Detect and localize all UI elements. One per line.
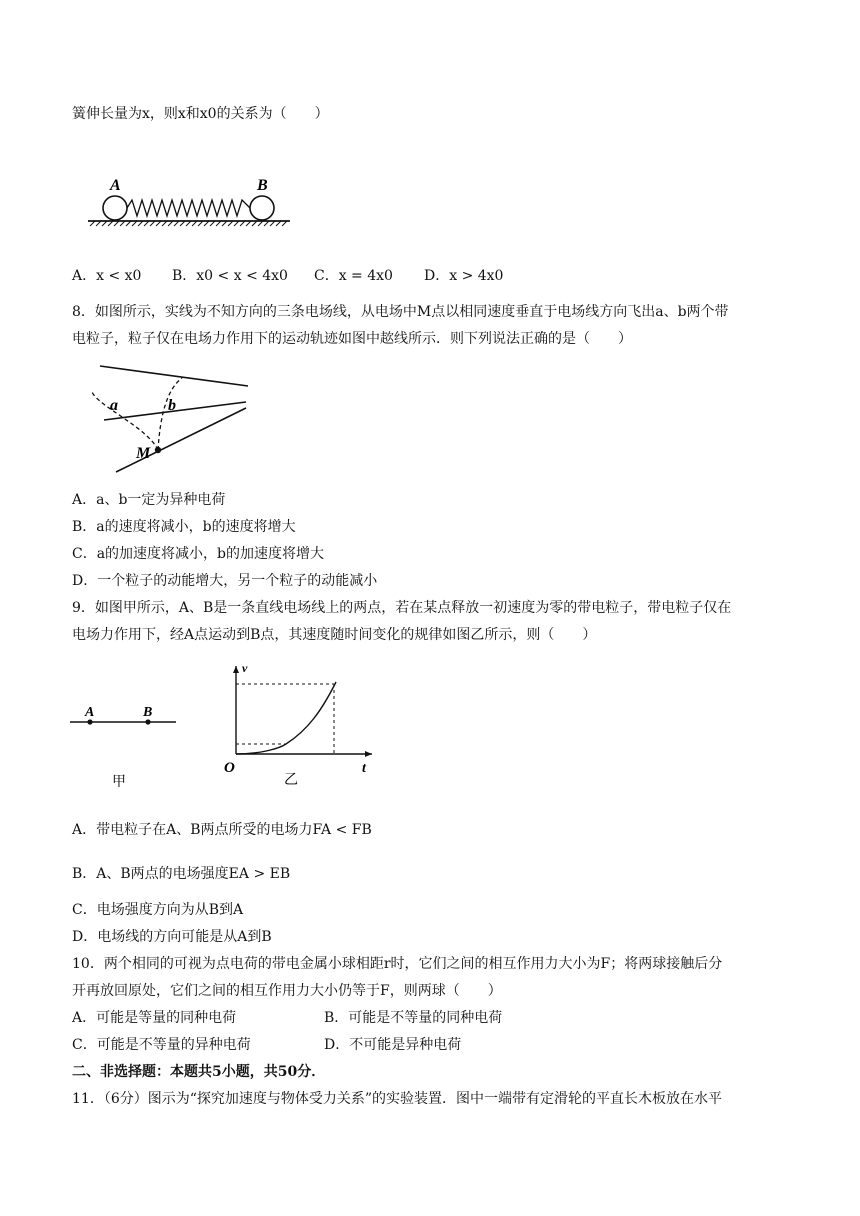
- q10-option-c: C．可能是不等量的异种电荷: [72, 1037, 251, 1053]
- q9-jia-label-a: A: [85, 705, 95, 720]
- q9-jia-caption: 甲: [112, 774, 126, 790]
- q9-yi-label-o: O: [224, 760, 235, 776]
- q7-option-d: D．x > 4x0: [424, 268, 504, 284]
- q9-yi-t-arrow: [365, 751, 372, 757]
- q7-ball-b: [250, 196, 274, 220]
- q8-label-b: b: [168, 397, 176, 414]
- q8-trajectory-b: [158, 378, 182, 450]
- q8-field-line-3: [116, 408, 246, 472]
- q9-yi-caption: 乙: [284, 772, 298, 788]
- q9-figure-jia: [70, 700, 190, 790]
- q9-option-c: C．电场强度方向为从B到A: [72, 902, 244, 918]
- q9-option-b: B．A、B两点的电场强度EA > EB: [72, 866, 291, 882]
- q9-jia-point-b: [145, 719, 150, 724]
- q7-label-b: B: [257, 177, 268, 194]
- q10-option-a: A．可能是等量的同种电荷: [72, 1010, 237, 1026]
- q9-option-d: D．电场线的方向可能是从A到B: [72, 929, 272, 945]
- q7-label-a: A: [110, 177, 121, 194]
- q8-label-a: a: [110, 397, 118, 414]
- q8-stem-line1: 8．如图所示，实线为不知方向的三条电场线，从电场中M点以相同速度垂直于电场线方向飞出a、b两个带: [72, 304, 729, 320]
- q9-jia-point-a: [87, 719, 92, 724]
- q8-point-m: [155, 447, 161, 453]
- q8-trajectory-a: [92, 392, 158, 450]
- q9-option-a: A．带电粒子在A、B两点所受的电场力FA < FB: [72, 822, 372, 838]
- q7-spring: [127, 200, 250, 216]
- q8-option-a: A．a、b一定为异种电荷: [72, 492, 226, 508]
- q9-yi-label-v: v: [242, 661, 248, 675]
- q11-stem-line1: 11．（6分）图示为“探究加速度与物体受力关系”的实验装置．图中一端带有定滑轮的平直长木板放在水平: [72, 1091, 723, 1107]
- q7-option-c: C．x = 4x0: [314, 268, 393, 284]
- q8-field-line-1: [100, 366, 248, 386]
- q10-option-b: B．可能是不等量的同种电荷: [324, 1010, 503, 1026]
- q9-jia-label-b: B: [143, 705, 153, 720]
- section2-heading: 二、非选择题：本题共5小题，共50分．: [72, 1064, 326, 1080]
- q8-option-d: D．一个粒子的动能增大，另一个粒子的动能减小: [72, 573, 378, 589]
- q7-stem-tail: 簧伸长量为x，则x和x0的关系为（ ）: [72, 106, 329, 122]
- q7-spring-figure: [86, 170, 286, 230]
- q7-option-b: B．x0 < x < 4x0: [172, 268, 288, 284]
- q10-stem-line1: 10．两个相同的可视为点电荷的带电金属小球相距r时，它们之间的相互作用力大小为F；将两球接触后分: [72, 956, 723, 972]
- q10-option-d: D．不可能是异种电荷: [324, 1037, 462, 1053]
- q9-stem-line2: 电场力作用下，经A点运动到B点，其速度随时间变化的规律如图乙所示，则（ ）: [72, 627, 597, 643]
- q7-ball-a: [103, 196, 127, 220]
- q10-stem-line2: 开再放回原处，它们之间的相互作用力大小仍等于F，则两球（ ）: [72, 983, 502, 999]
- q9-stem-line1: 9．如图甲所示，A、B是一条直线电场线上的两点，若在某点释放一初速度为零的带电粒子，带电粒子仅在: [72, 600, 732, 616]
- q9-figure-yi: [222, 660, 382, 790]
- q9-yi-v-arrow: [233, 666, 239, 673]
- q8-stem-line2: 电粒子，粒子仅在电场力作用下的运动轨迹如图中趑线所示．则下列说法正确的是（ ）: [72, 331, 632, 347]
- q8-option-b: B．a的速度将减小，b的速度将增大: [72, 519, 296, 535]
- q8-field-lines-figure: [90, 358, 280, 478]
- q9-yi-curve: [236, 682, 336, 754]
- q7-option-a: A．x < x0: [72, 268, 142, 284]
- q9-yi-label-t: t: [362, 761, 366, 776]
- q8-label-m: M: [136, 445, 151, 462]
- q8-option-c: C．a的加速度将减小，b的加速度将增大: [72, 546, 325, 562]
